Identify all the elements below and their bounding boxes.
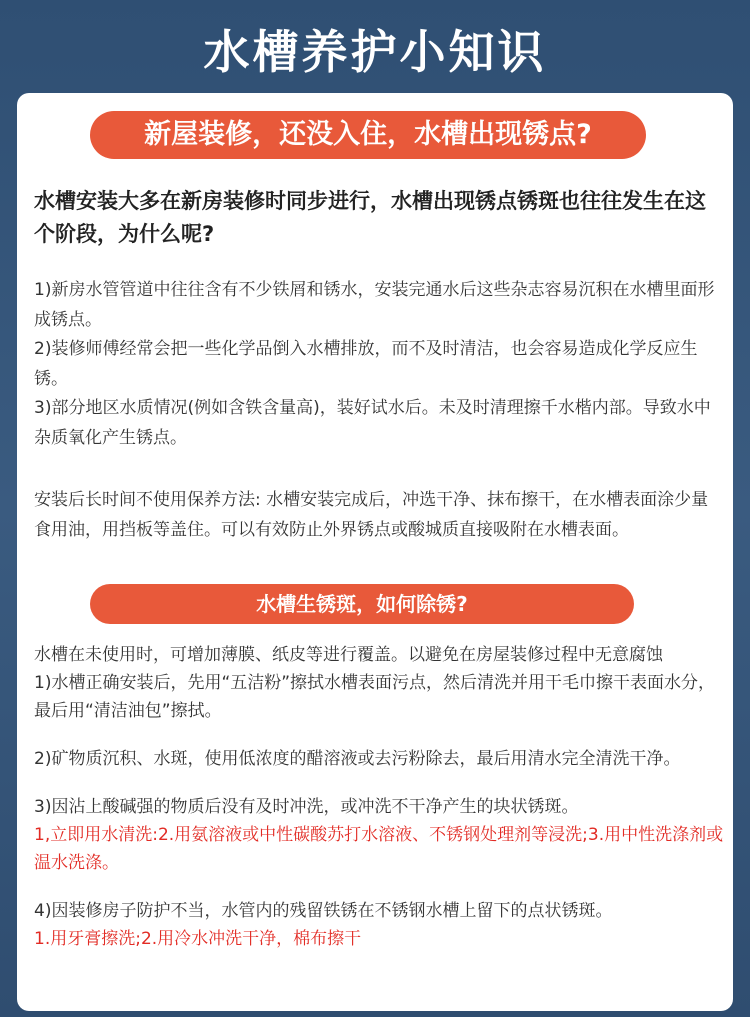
step-4-solution: 1.用牙膏擦洗;2.用冷水冲洗干净，棉布擦干	[34, 929, 362, 949]
rust-removal-steps	[34, 641, 724, 953]
step-1-text: 1)水槽正确安装后，先用“五洁粉”擦拭水槽表面污点，然后清洗并用干毛巾擦干表面水分，最后用“清洁油包”擦拭。	[34, 673, 716, 721]
cause-item: 3)部分地区水质情况(例如含铁含量高)，装好试水后。未及时清理擦千水楷内部。导致水中杂质氧化产生锈点。	[34, 398, 711, 448]
page-title: 水槽养护小知识	[203, 25, 547, 79]
content-card	[17, 93, 733, 1011]
step-3-solution: 1,立即用水清洗:2.用氨溶液或中性碳酸苏打水溶液、不锈钢处理剂等浸洗;3.用中性洗涤剂或温水洗涤。	[34, 825, 724, 873]
causes-list	[34, 276, 724, 453]
protection-paragraph: 安装后长时间不使用保养方法: 水槽安装完成后，冲选干净、抹布擦干，在水槽表面涂少量食用油，用挡板等盖住。可以有效防止外界锈点或酸城质直接吸附在水槽表面。	[34, 490, 709, 540]
step-3-text: 3)因沾上酸碱强的物质后没有及时冲洗，或冲洗不干净产生的块状锈斑。	[34, 797, 579, 817]
cause-item: 2)装修师傅经常会把一些化学品倒入水槽排放，而不及时清洁，也会容易造成化学反应生锈。	[34, 339, 698, 389]
step-4-text: 4)因装修房子防护不当，水管内的残留铁锈在不锈钢水槽上留下的点状锈斑。	[34, 901, 613, 921]
rust-removal-banner: 水槽生锈斑，如何除锈?	[90, 584, 634, 624]
lead-paragraph: 水槽安装大多在新房装修时同步进行，水槽出现锈点锈斑也往往发生在这个阶段，为什么呢?	[34, 189, 706, 246]
intro-text: 水槽在未使用时，可增加薄膜、纸皮等进行覆盖。以避免在房屋装修过程中无意腐蚀	[34, 645, 663, 665]
cause-item: 1)新房水管管道中往往含有不少铁屑和锈水，安装完通水后这些杂志容易沉积在水槽里面形成锈点。	[34, 280, 715, 330]
question-banner: 新屋装修，还没入住，水槽出现锈点?	[90, 111, 646, 159]
step-2-text: 2)矿物质沉积、水斑，使用低浓度的醋溶液或去污粉除去，最后用清水完全清洗干净。	[34, 749, 681, 769]
